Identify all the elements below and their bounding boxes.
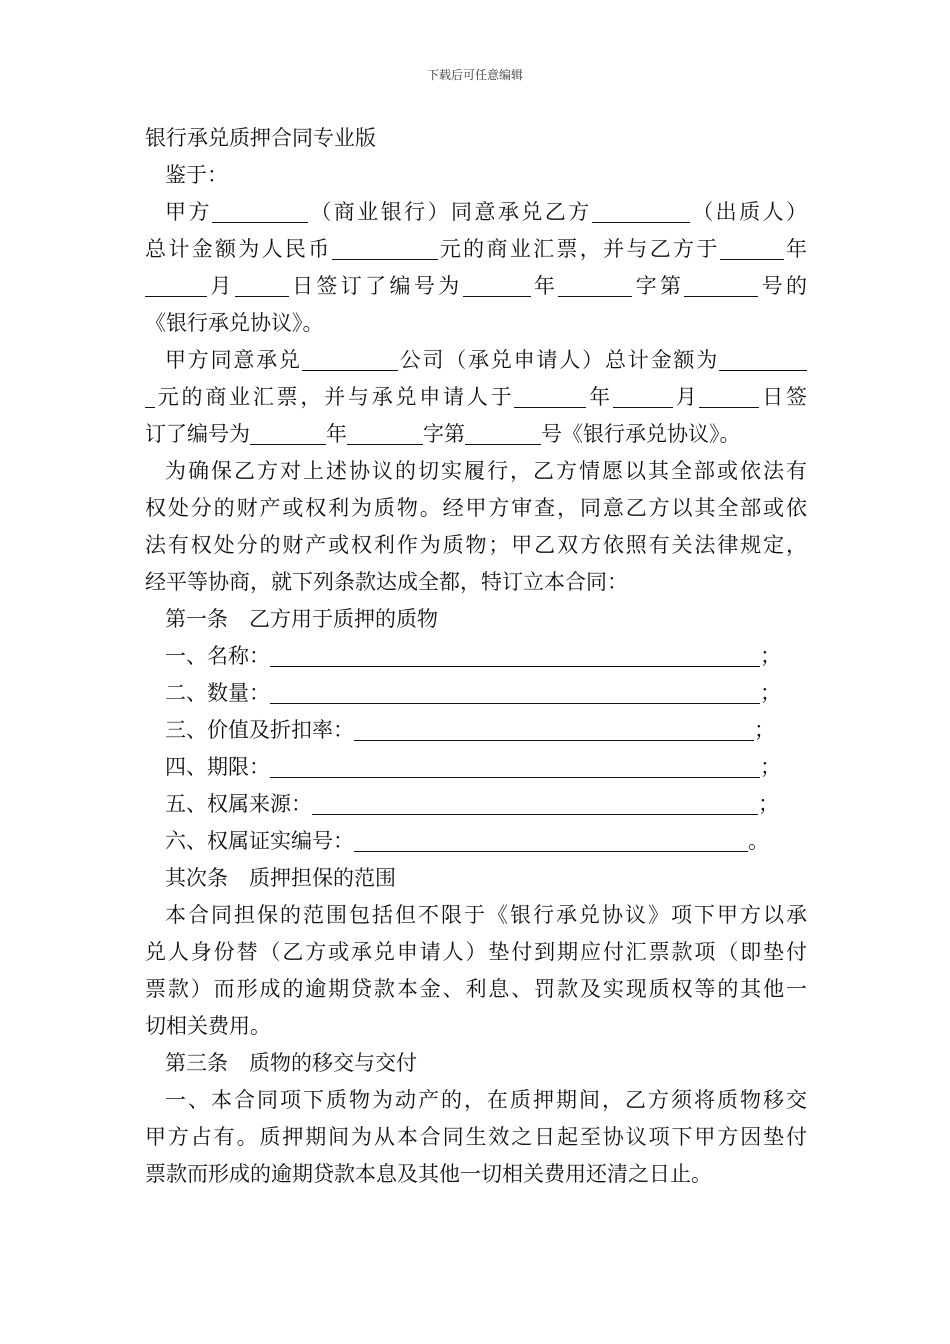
p5-line: 甲方占有。质押期间为从本合同生效之日起至协议项下甲方因垫付 <box>145 1125 807 1149</box>
page-header: 下载后可任意编辑 <box>426 68 523 82</box>
blank-field[interactable] <box>465 420 541 445</box>
blank-field[interactable] <box>145 272 207 297</box>
blank-field[interactable] <box>463 272 531 297</box>
p4-line: 兑人身份替（乙方或承兑申请人）垫付到期应付汇票款项（即垫付 <box>145 940 807 964</box>
contract-body <box>145 120 807 1193</box>
p5-line: 票款而形成的逾期贷款本息及其他一切相关费用还清之日止。 <box>145 1162 712 1186</box>
article-3-heading: 第三条 质物的移交与交付 <box>165 1051 417 1075</box>
p2-line-1: 甲方同意承兑 公司（承兑申请人）总计金额为 <box>145 342 807 379</box>
jianyu-label: 鉴于： <box>165 163 228 187</box>
p1-line-4: 《银行承兑协议》。 <box>145 311 324 335</box>
p2-line-3: 订了编号为 年 字第 号《银行承兑协议》。 <box>145 422 741 446</box>
p1-line-1: 甲方 （商业银行）同意承兑乙方 （出质人） <box>165 200 808 224</box>
item-source: 五、权属来源： ； <box>165 792 779 816</box>
document-title: 银行承兑质押合同专业版 <box>145 126 376 150</box>
p3-line: 法有权处分的财产或权利作为质物；甲乙双方依照有关法律规定， <box>145 533 807 557</box>
blank-field[interactable] <box>354 716 754 741</box>
blank-field[interactable] <box>212 198 308 223</box>
blank-field[interactable] <box>270 642 760 667</box>
blank-field[interactable] <box>719 346 807 371</box>
p4-line: 切相关费用。 <box>145 1014 271 1038</box>
blank-field[interactable] <box>613 383 673 408</box>
blank-field[interactable] <box>347 420 423 445</box>
blank-field[interactable] <box>720 235 784 260</box>
item-term: 四、期限： ； <box>165 755 781 779</box>
item-name: 一、名称： ； <box>165 644 781 668</box>
p5-line: 一、本合同项下质物为动产的，在质押期间，乙方须将质物移交 <box>165 1088 807 1112</box>
p4-line: 本合同担保的范围包括但不限于《银行承兑协议》项下甲方以承 <box>165 903 807 927</box>
blank-field[interactable] <box>684 272 758 297</box>
blank-field[interactable] <box>250 420 326 445</box>
p3-line: 权处分的财产或权利为质物。经甲方审查，同意乙方以其全部或依 <box>145 496 807 520</box>
item-quantity: 二、数量： ； <box>165 681 781 705</box>
article-1-heading: 第一条 乙方用于质押的质物 <box>165 607 438 631</box>
blank-field[interactable] <box>145 383 155 408</box>
blank-field[interactable] <box>514 383 586 408</box>
blank-field[interactable] <box>302 346 398 371</box>
blank-field[interactable] <box>270 679 760 704</box>
item-certificate: 六、权属证实编号： 。 <box>165 829 769 853</box>
item-value: 三、价值及折扣率： ； <box>165 718 775 742</box>
p1-line-3: 月 日签订了编号为 年 字第 号的 <box>145 268 807 305</box>
blank-field[interactable] <box>270 753 760 778</box>
p1-line-2: 总计金额为人民币 元的商业汇票，并与乙方于 年 <box>145 237 808 261</box>
blank-field[interactable] <box>558 272 632 297</box>
p3-line: 经平等协商，就下列条款达成全都，特订立本合同： <box>145 570 628 594</box>
p3-line: 为确保乙方对上述协议的切实履行，乙方情愿以其全部或依法有 <box>165 459 807 483</box>
article-2-heading: 其次条 质押担保的范围 <box>165 866 396 890</box>
blank-field[interactable] <box>312 790 758 815</box>
p2-line-2: 元的商业汇票，并与承兑申请人于 年 月 日签 <box>145 379 807 416</box>
blank-field[interactable] <box>592 198 690 223</box>
p4-line: 票款）而形成的逾期贷款本金、利息、罚款及实现质权等的其他一 <box>145 977 807 1001</box>
blank-field[interactable] <box>699 383 759 408</box>
blank-field[interactable] <box>332 235 438 260</box>
blank-field[interactable] <box>354 827 748 852</box>
blank-field[interactable] <box>235 272 289 297</box>
